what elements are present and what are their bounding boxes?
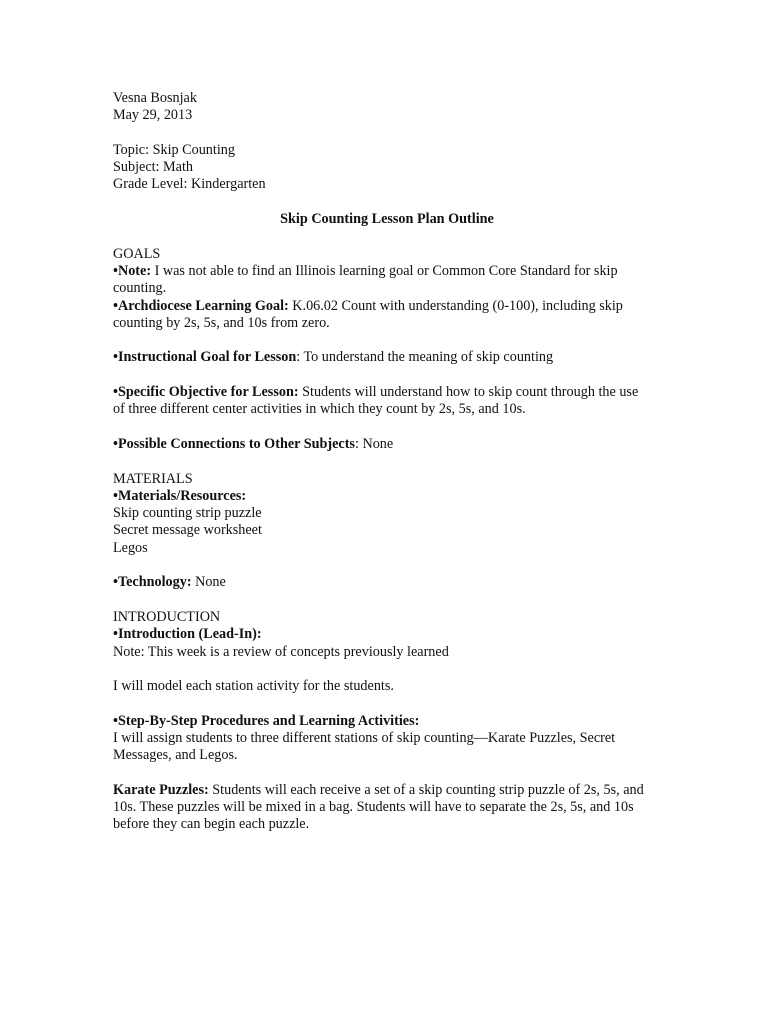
lead-in-label: •Introduction (Lead-In): [113, 626, 262, 643]
spacer [113, 453, 653, 470]
spacer [113, 194, 653, 211]
connections-label: •Possible Connections to Other Subjects [113, 435, 355, 452]
goals-heading: GOALS [113, 245, 161, 262]
procedures-text: I will assign students to three different stations of skip counting—Karate Puzzles, Secret Messages, and Legos. [113, 729, 616, 764]
materials-heading: MATERIALS [113, 470, 193, 487]
grade-line: Grade Level: Kindergarten [113, 176, 266, 193]
technology-paragraph [113, 574, 653, 591]
spacer [113, 332, 653, 349]
procedures-label: •Step-By-Step Procedures and Learning Activities: [113, 712, 420, 729]
spacer [113, 765, 653, 782]
note-label: •Note: [113, 262, 152, 279]
instructional-goal-paragraph [113, 349, 653, 366]
note-text: I was not able to find an Illinois learning goal or Common Core Standard for skip counting. [113, 262, 618, 297]
archdiocese-goal-label: •Archdiocese Learning Goal: [113, 297, 289, 314]
spacer [113, 228, 653, 245]
review-note: Note: This week is a review of concepts previously learned [113, 643, 449, 660]
materials-item: Skip counting strip puzzle [113, 505, 262, 522]
instructional-goal-label: •Instructional Goal for Lesson [113, 349, 297, 366]
document-title: Skip Counting Lesson Plan Outline [280, 211, 494, 228]
materials-item: Secret message worksheet [113, 522, 262, 539]
materials-resources-label: •Materials/Resources: [113, 487, 247, 504]
spacer [113, 419, 653, 436]
spacer [113, 557, 653, 574]
model-activity-text: I will model each station activity for the students. [113, 678, 394, 695]
document-body [113, 90, 653, 834]
author-name: Vesna Bosnjak [113, 90, 197, 106]
subject-line: Subject: Math [113, 159, 193, 176]
karate-puzzles-text: Students will each receive a set of a skip counting strip puzzle of 2s, 5s, and 10s. These puzzles will be mixed in a bag. Students will have to separate the 2s, 5s, and 10s before they can begin each puzzle. [113, 781, 644, 833]
document-date: May 29, 2013 [113, 107, 193, 124]
instructional-goal-text: : To understand the meaning of skip counting [296, 349, 554, 366]
note-paragraph [113, 263, 653, 298]
spacer [113, 367, 653, 384]
archdiocese-goal-text: K.06.02 Count with understanding (0-100), including skip counting by 2s, 5s, and 10s from zero. [113, 297, 623, 331]
materials-item: Legos [113, 539, 148, 556]
connections-text: : None [354, 435, 394, 452]
technology-label: •Technology: [113, 574, 192, 591]
karate-puzzles-paragraph [113, 782, 653, 834]
spacer [113, 695, 653, 712]
introduction-heading: INTRODUCTION [113, 608, 221, 625]
specific-objective-text: Students will understand how to skip count through the use of three different center activities in which they count by 2s, 5s, and 10s. [113, 384, 639, 418]
topic-line: Topic: Skip Counting [113, 141, 235, 158]
connections-paragraph [113, 436, 653, 453]
specific-objective-paragraph [113, 384, 653, 419]
specific-objective-label: •Specific Objective for Lesson: [113, 384, 299, 401]
karate-puzzles-label: Karate Puzzles: [113, 781, 209, 798]
archdiocese-goal-paragraph [113, 298, 653, 333]
spacer [113, 661, 653, 678]
spacer [113, 592, 653, 609]
technology-text: None [191, 574, 226, 591]
spacer [113, 125, 653, 142]
